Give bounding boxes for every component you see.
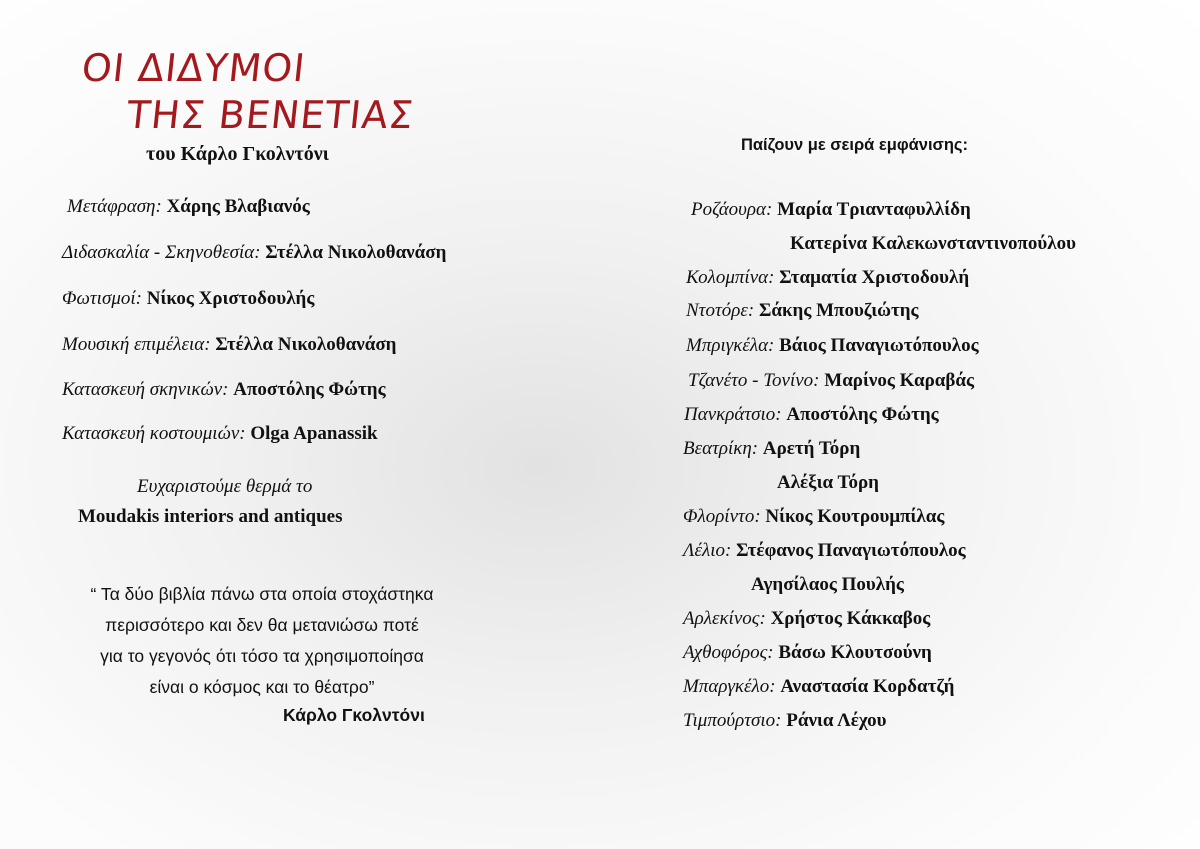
credit-lighting	[62, 288, 314, 310]
cast-name: Αγησίλαος Πουλής	[751, 574, 904, 595]
cast-row	[683, 506, 944, 528]
cast-row	[691, 199, 971, 221]
thanks-text: Ευχαριστούμε θερμά το	[137, 476, 313, 497]
cast-heading: Παίζουν με σειρά εμφάνισης:	[741, 136, 968, 154]
cast-role: Μπαργκέλο:	[683, 676, 776, 697]
credit-role: Μετάφραση:	[67, 196, 162, 217]
cast-name: Βάσω Κλουτσούνη	[778, 642, 932, 663]
cast-row	[777, 472, 879, 494]
credit-name: Νίκος Χριστοδουλής	[146, 288, 315, 309]
cast-row	[686, 335, 979, 357]
cast-row	[751, 574, 904, 596]
cast-name: Αποστόλης Φώτης	[786, 404, 939, 425]
cast-role: Κολομπίνα:	[686, 267, 775, 288]
credit-name: Αποστόλης Φώτης	[233, 379, 386, 400]
quote	[47, 579, 477, 703]
quote-line: περισσότερο και δεν θα μετανιώσω ποτέ	[105, 615, 419, 635]
cast-name: Αρετή Τόρη	[762, 438, 861, 459]
cast-row	[683, 676, 954, 698]
cast-row	[683, 710, 886, 732]
credit-name: Olga Apanassik	[250, 423, 378, 444]
cast-row	[686, 267, 969, 289]
cast-name: Αλέξια Τόρη	[777, 472, 879, 493]
cast-row	[683, 540, 966, 562]
credit-music	[62, 334, 396, 356]
credit-costumes	[62, 423, 378, 445]
credit-name: Στέλλα Νικολοθανάση	[215, 334, 397, 355]
cast-name: Αναστασία Κορδατζή	[780, 676, 955, 697]
cast-role: Βεατρίκη:	[683, 438, 759, 459]
credit-translation	[67, 196, 310, 218]
cast-name: Μαρίνος Καραβάς	[824, 370, 975, 391]
credit-name: Στέλλα Νικολοθανάση	[265, 242, 447, 263]
cast-row	[684, 404, 939, 426]
quote-author: Κάρλο Γκολντόνι	[283, 705, 425, 725]
quote-line: είναι ο κόσμος και το θέατρο”	[149, 677, 375, 697]
credit-direction	[62, 242, 446, 264]
cast-name: Σταματία Χριστοδουλή	[779, 267, 970, 288]
cast-name: Στέφανος Παναγιωτόπουλος	[736, 540, 966, 561]
title-line-1: ΟΙ ΔΙΔΥΜΟΙ	[79, 46, 308, 90]
cast-role: Αρλεκίνος:	[683, 608, 766, 629]
credit-sets	[62, 379, 386, 401]
credit-name: Χάρης Βλαβιανός	[166, 196, 310, 217]
credit-role: Κατασκευή σκηνικών:	[62, 379, 229, 400]
cast-row	[683, 642, 932, 664]
quote-line: για το γεγονός ότι τόσο τα χρησιμοποίησα	[100, 646, 424, 666]
cast-role: Ροζάουρα:	[691, 199, 773, 220]
cast-role: Τιμπούρτσιο:	[683, 710, 782, 731]
cast-role: Φλορίντο:	[683, 506, 761, 527]
cast-role: Λέλιο:	[683, 540, 732, 561]
credit-role: Κατασκευή κοστουμιών:	[62, 423, 246, 444]
cast-role: Ντοτόρε:	[686, 300, 755, 321]
cast-role: Τζανέτο - Τονίνο:	[688, 370, 820, 391]
cast-row	[683, 438, 860, 460]
cast-role: Αχθοφόρος:	[683, 642, 774, 663]
cast-name: Μαρία Τριανταφυλλίδη	[777, 199, 971, 220]
cast-name: Σάκης Μπουζιώτης	[758, 300, 919, 321]
cast-row	[688, 370, 974, 392]
cast-role: Μπριγκέλα:	[686, 335, 775, 356]
credit-role: Μουσική επιμέλεια:	[62, 334, 211, 355]
quote-line: “ Τα δύο βιβλία πάνω στα οποία στοχάστηκα	[90, 584, 434, 604]
cast-name: Χρήστος Κάκκαβος	[770, 608, 931, 629]
cast-name: Βάιος Παναγιωτόπουλος	[779, 335, 979, 356]
credit-role: Φωτισμοί:	[62, 288, 142, 309]
cast-role: Πανκράτσιο:	[684, 404, 782, 425]
cast-row	[686, 300, 919, 322]
cast-name: Νίκος Κουτρουμπίλας	[765, 506, 945, 527]
credit-role: Διδασκαλία - Σκηνοθεσία:	[62, 242, 261, 263]
title-line-2: ΤΗΣ ΒΕΝΕΤΙΑΣ	[124, 93, 417, 137]
cast-name: Κατερίνα Καλεκωνσταντινοπούλου	[790, 233, 1076, 254]
cast-row	[790, 233, 1076, 255]
cast-name: Ράνια Λέχου	[786, 710, 887, 731]
sponsor-name: Moudakis interiors and antiques	[78, 506, 343, 527]
cast-row	[683, 608, 930, 630]
subtitle: του Κάρλο Γκολντόνι	[146, 143, 329, 165]
